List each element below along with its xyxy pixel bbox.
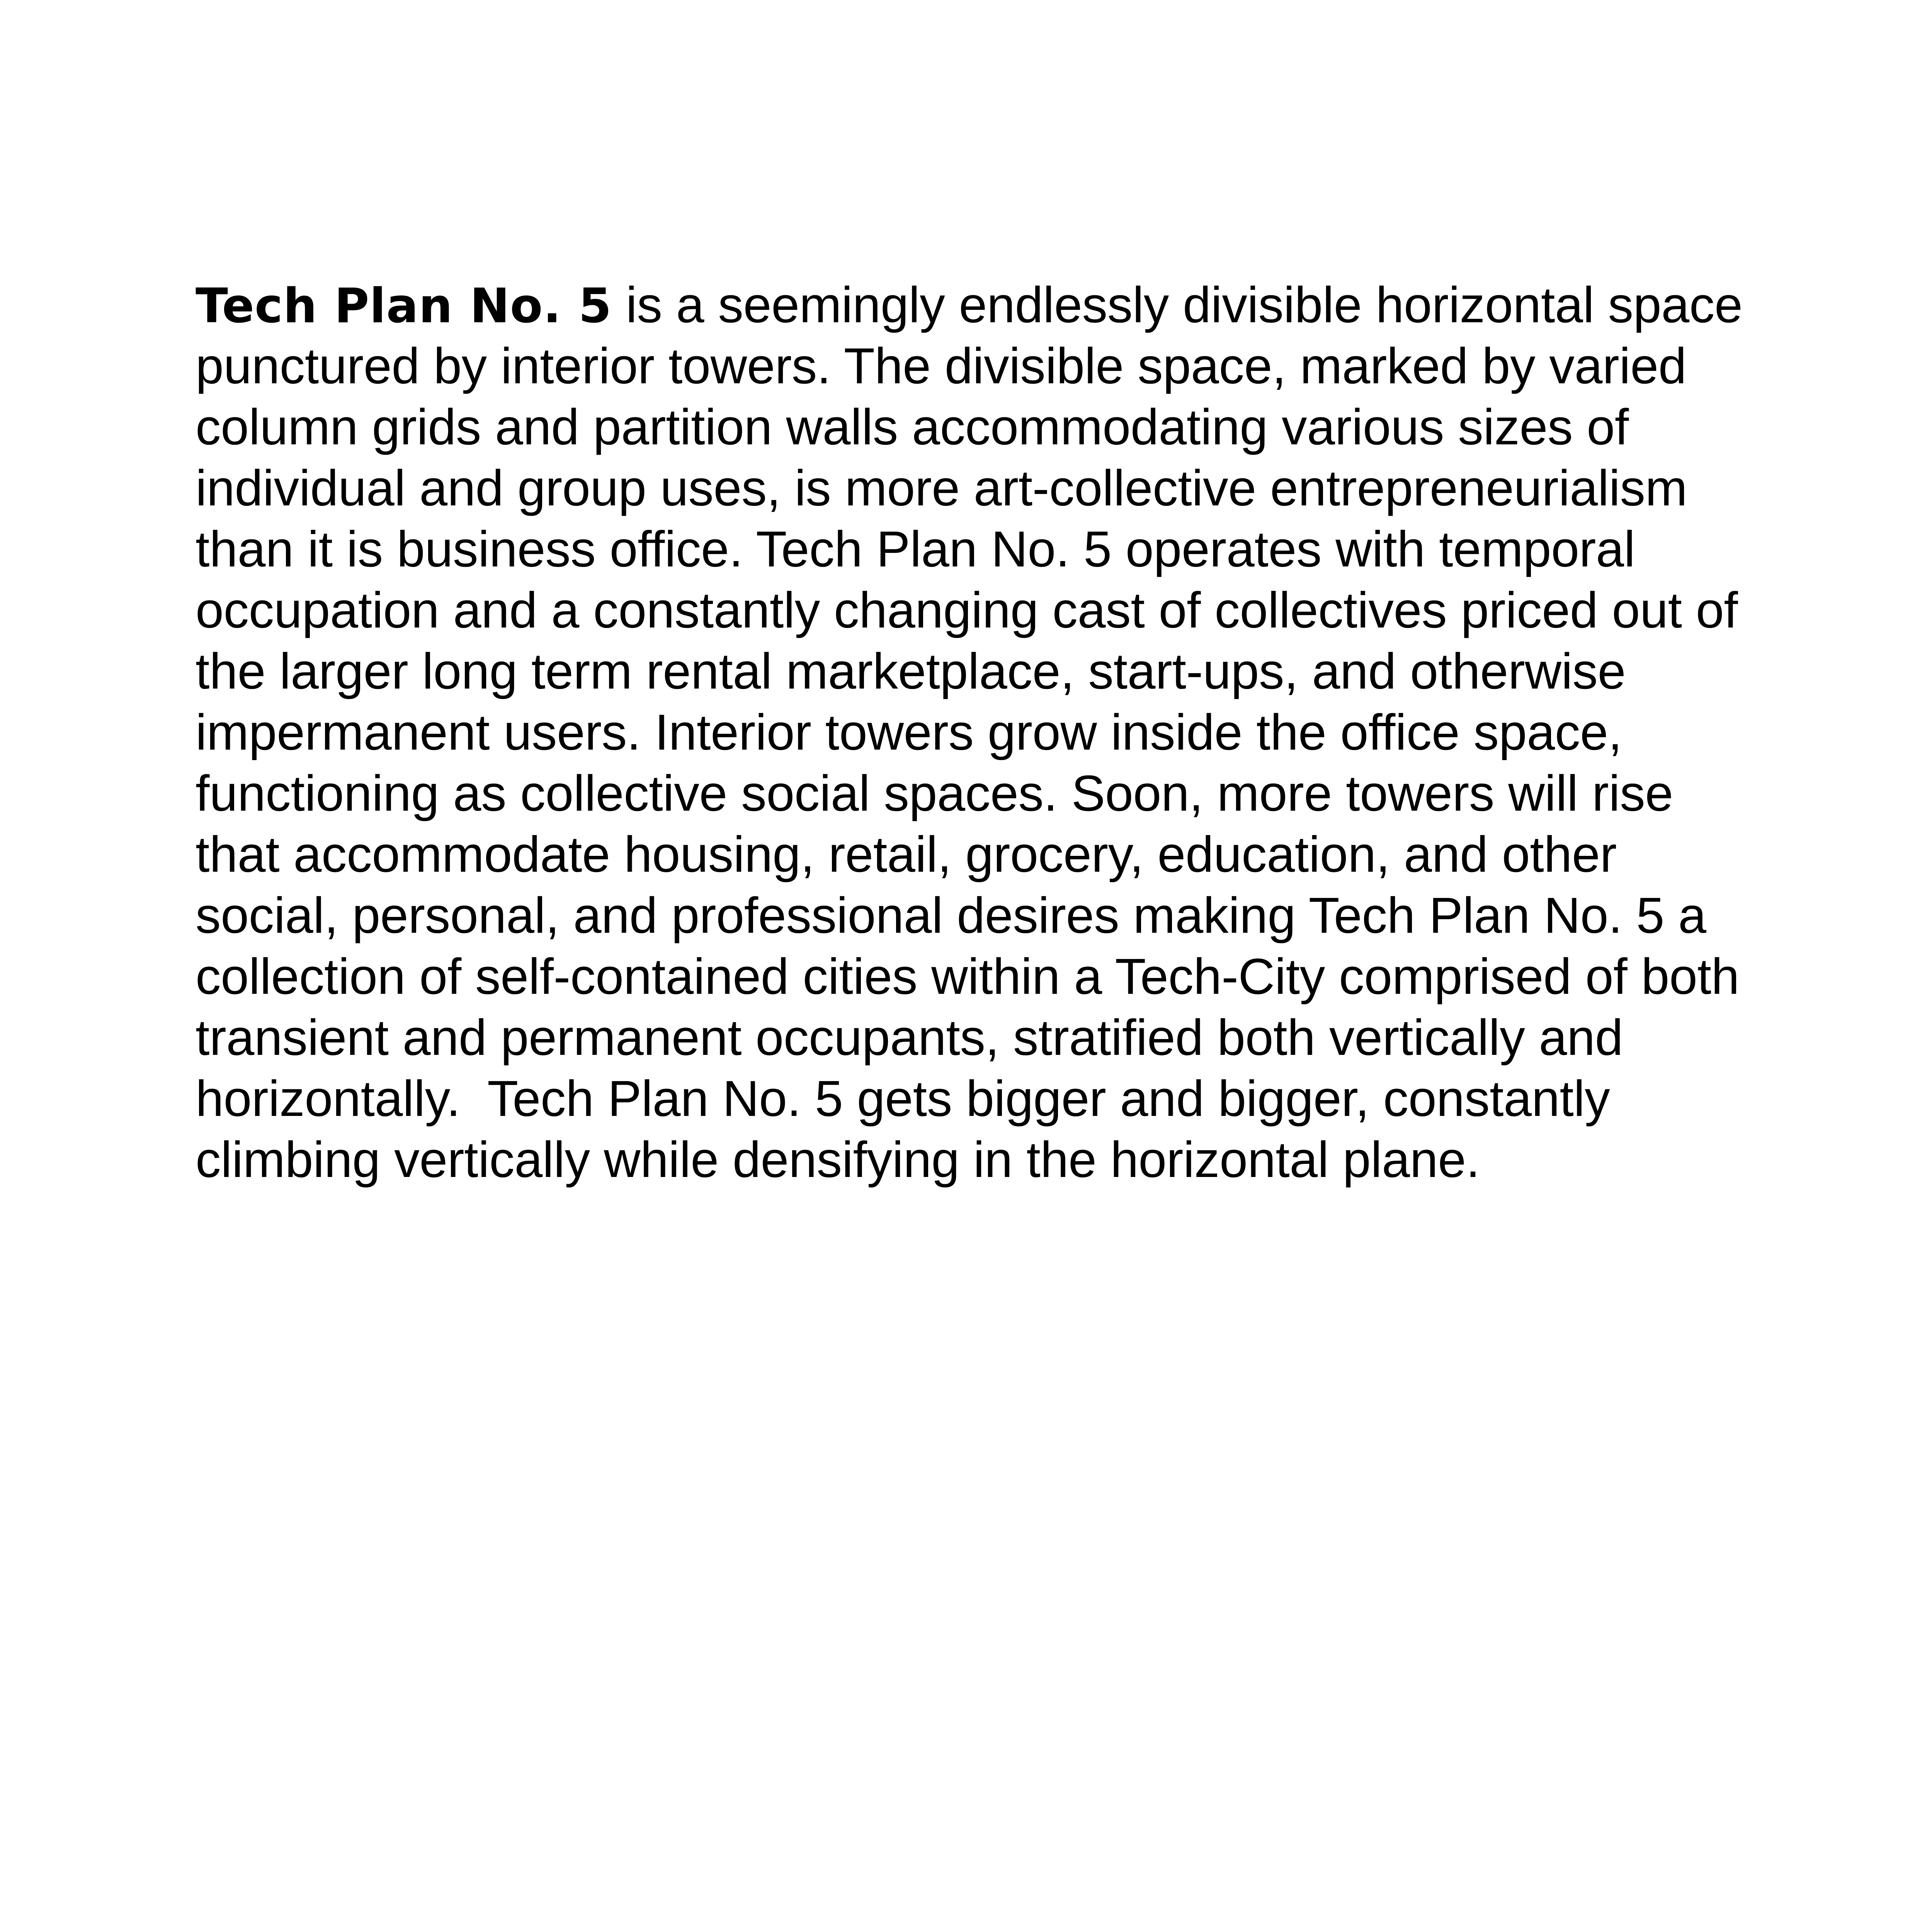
body-paragraph <box>196 274 1795 1190</box>
paragraph-line-6: occupation and a constantly changing cast of collectives priced out of <box>196 582 1738 638</box>
document-title: Tech Plan No. 5 <box>196 279 612 334</box>
paragraph-line-3: column grids and partition walls accommodating various sizes of <box>196 398 1629 455</box>
paragraph-line-12: collection of self-contained cities within a Tech-City comprised of both <box>196 948 1740 1005</box>
paragraph-line-9: functioning as collective social spaces. Soon, more towers will rise <box>196 765 1673 821</box>
paragraph-line-2: punctured by interior towers. The divisible space, marked by varied <box>196 337 1687 394</box>
paragraph-line-4: individual and group uses, is more art-collective entrepreneurialism <box>196 459 1687 516</box>
paragraph-line-15: climbing vertically while densifying in the horizontal plane. <box>196 1131 1480 1188</box>
paragraph-line-1 <box>196 274 1795 335</box>
paragraph-line-10: that accommodate housing, retail, grocery, education, and other <box>196 826 1617 883</box>
paragraph-line-5: than it is business office. Tech Plan No. 5 operates with temporal <box>196 520 1635 577</box>
paragraph-line-13: transient and permanent occupants, stratified both vertically and <box>196 1009 1623 1066</box>
paragraph-line-11: social, personal, and professional desires making Tech Plan No. 5 a <box>196 887 1706 944</box>
paragraph-line-1-text: is a seemingly endlessly divisible horizontal space <box>612 276 1743 333</box>
paragraph-line-8: impermanent users. Interior towers grow inside the office space, <box>196 704 1622 760</box>
paragraph-line-7: the larger long term rental marketplace, start-ups, and otherwise <box>196 643 1626 699</box>
paragraph-line-14: horizontally. Tech Plan No. 5 gets bigger and bigger, constantly <box>196 1070 1610 1127</box>
